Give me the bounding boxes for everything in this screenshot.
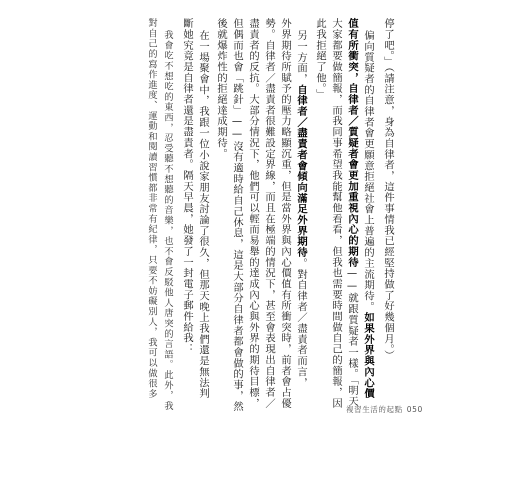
column-text: 另一方面， xyxy=(295,30,307,85)
text-column-13: 斷她究竟是自律者還是盡責者。隔天早晨，她發了一封電子郵件給我： xyxy=(181,18,193,355)
page-footer xyxy=(346,404,423,415)
book-title: 複習生活的起點 xyxy=(346,405,403,414)
column-text: 。對自律者／盡責者而言， xyxy=(295,257,307,389)
quote-column-2: 對自己的寫作進度、運動和閱讀習慣都非常有紀律，只要不妨礙別人，我可以做很多 xyxy=(146,18,157,400)
text-column-11: 後就爆炸性的拒絕達成期待。 xyxy=(215,18,227,160)
column-text: ——就跟質疑者一樣。「明天 xyxy=(346,267,358,407)
text-column-12: 在一場聚會中，我跟一位小說家朋友討論了很久，但那天晚上我們還是無法判 xyxy=(197,30,209,399)
text-column-9: 盡責者的反抗。大部分情況下，他們可以輕而易舉的達成內心與外界的期待目標， xyxy=(247,18,259,409)
text-column-1: 停了吧。」（請注意，身為自律者，這件事情我已經堅持做了好幾個月。） xyxy=(382,18,394,361)
column-text: 偏向質疑者的自律者會更願意拒絕社會上普遍的主流期待。 xyxy=(362,30,374,313)
text-column-2 xyxy=(361,30,375,399)
bold-phrase: 如果外界與內心價 xyxy=(362,312,374,399)
text-column-3 xyxy=(345,18,359,407)
bold-phrase: 值有所衝突，自律者／質疑者會更加重視內心的期待 xyxy=(346,18,358,268)
text-column-10: 但偶而也會「跳針」——沒有適時給自己休息，這是大部分自律者都會做的事，然 xyxy=(231,18,243,412)
page-number: 050 xyxy=(406,405,423,414)
quote-column-1: 我會吃不想吃的東西，忍受聽不想聽的音樂，也不會反駁他人唐突的言語。此外，我 xyxy=(162,30,173,412)
text-column-8: 勢。自律者／盡責者很難設定界線，而且在極端的情況下，甚至會表現出自律者／ xyxy=(263,18,275,409)
text-column-6 xyxy=(294,30,308,388)
text-column-5: 此我拒絕了他。」 xyxy=(314,18,326,100)
text-column-7: 外界期待所賦予的壓力略顯沉重，但是當外界與內心價值有所衝突時，前者會占優 xyxy=(279,18,291,409)
text-column-4: 大家都要做簡報，而我同事希望我能幫他看看，但我也需要時間做自己的簡報，因 xyxy=(330,18,342,409)
bold-phrase: 自律者／盡責者會傾向滿足外界期待 xyxy=(295,84,307,258)
